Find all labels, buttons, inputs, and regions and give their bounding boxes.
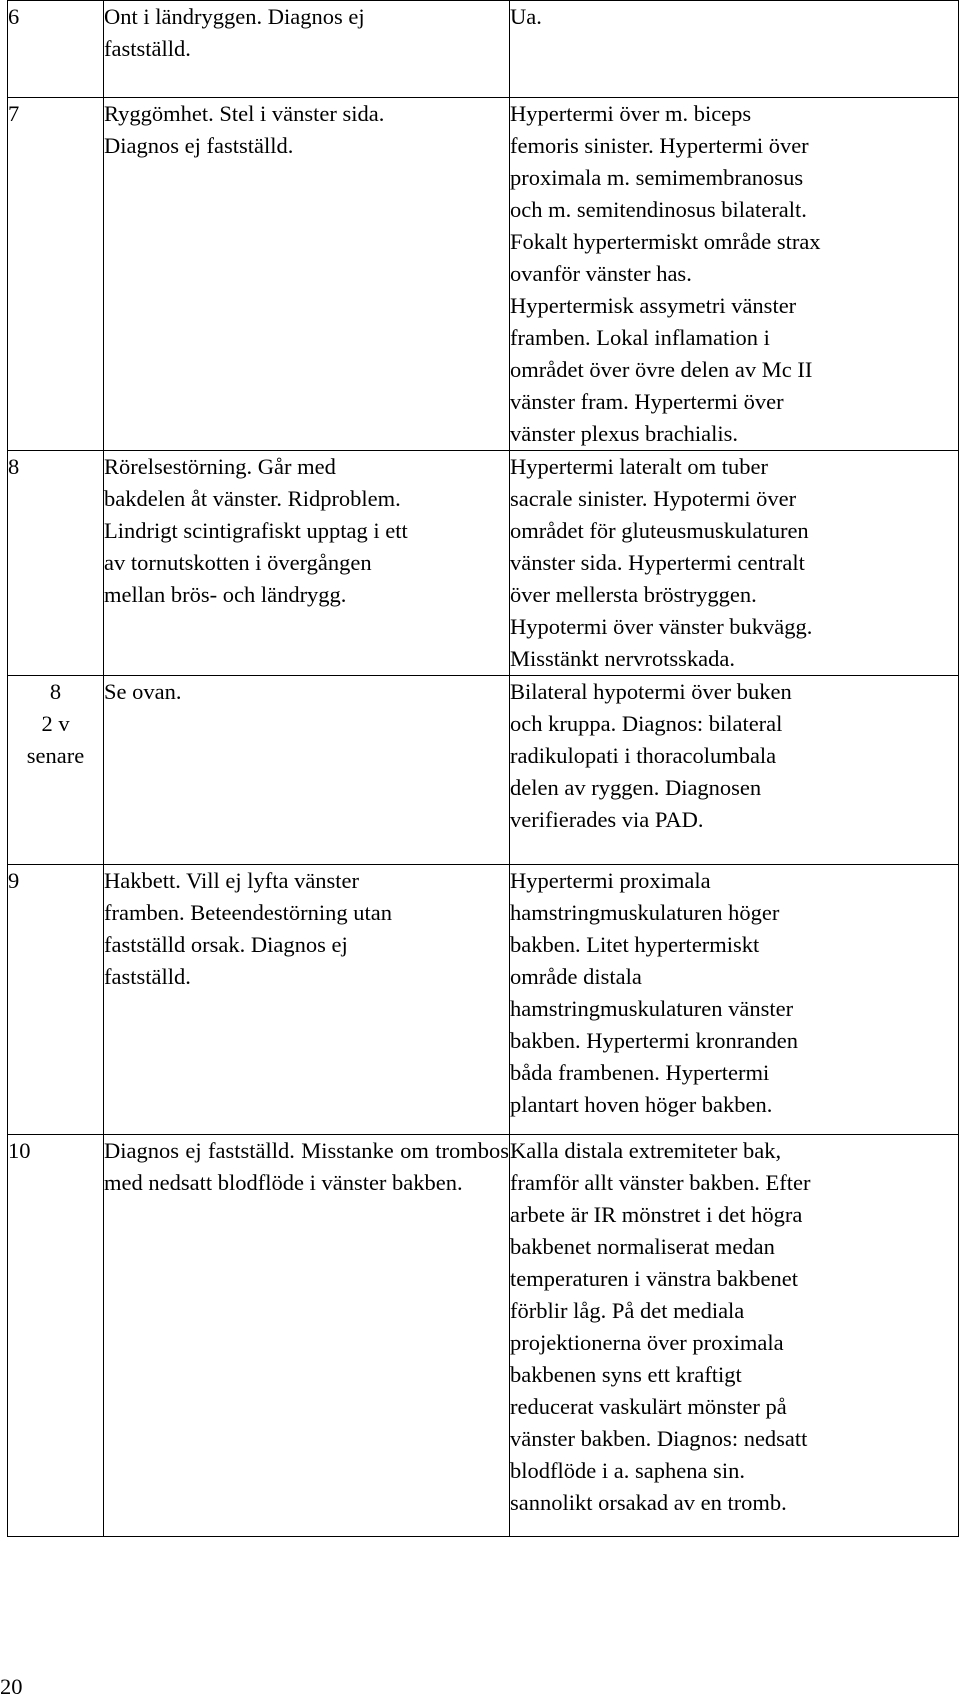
observation-line: Kalla distala extremiteter bak, <box>510 1138 782 1163</box>
table-row <box>8 98 959 451</box>
observation-line: hamstringmuskulaturen vänster <box>510 996 794 1021</box>
observation-line: framför allt vänster bakben. Efter <box>510 1170 811 1195</box>
table-row <box>8 865 959 1135</box>
table-row <box>8 451 959 676</box>
observation-line: Misstänkt nervrotsskada. <box>510 646 735 671</box>
diagnosis-cell <box>104 865 510 1135</box>
diagnosis-cell <box>104 1 510 98</box>
observation-line: området över övre delen av Mc II <box>510 357 813 382</box>
observation-cell <box>510 1 959 98</box>
observation-line: sacrale sinister. Hypotermi över <box>510 486 797 511</box>
observation-line: Hypotermi över vänster bukvägg. <box>510 614 813 639</box>
case-number-line: 8 <box>49 679 62 704</box>
observation-line: området för gluteusmuskulaturen <box>510 518 809 543</box>
diagnosis-line: fastställd. <box>104 36 191 61</box>
observation-line: över mellersta bröstryggen. <box>510 582 757 607</box>
diagnosis-cell <box>104 98 510 451</box>
diagnosis-line: Se ovan. <box>104 679 182 704</box>
diagnosis-cell <box>104 676 510 865</box>
table-row <box>8 676 959 865</box>
observation-cell <box>510 98 959 451</box>
diagnosis-line: bakdelen åt vänster. Ridproblem. <box>104 486 401 511</box>
observation-line: blodflöde i a. saphena sin. <box>510 1458 745 1483</box>
observation-line: Hypertermi proximala <box>510 868 711 893</box>
case-number-line: 2 v <box>41 711 70 736</box>
observation-line: plantart hoven höger bakben. <box>510 1092 773 1117</box>
observation-line: verifierades via PAD. <box>510 807 704 832</box>
observation-line: arbete är IR mönstret i det högra <box>510 1202 803 1227</box>
observation-line: temperaturen i vänstra bakbenet <box>510 1266 798 1291</box>
observation-line: vänster sida. Hypertermi centralt <box>510 550 805 575</box>
observation-line: Hypertermisk assymetri vänster <box>510 293 797 318</box>
observation-cell <box>510 1135 959 1537</box>
observation-line: proximala m. semimembranosus <box>510 165 804 190</box>
observation-line: och m. semitendinosus bilateralt. <box>510 197 807 222</box>
observation-line: ovanför vänster has. <box>510 261 692 286</box>
observation-line: Bilateral hypotermi över buken <box>510 679 792 704</box>
case-number: 10 <box>8 1135 104 1537</box>
diagnosis-line: Ryggömhet. Stel i vänster sida. <box>104 101 385 126</box>
observation-line: Ua. <box>510 4 542 29</box>
observation-line: vänster plexus brachialis. <box>510 421 739 446</box>
observation-line: bakben. Hypertermi kronranden <box>510 1028 799 1053</box>
observation-line: delen av ryggen. Diagnosen <box>510 775 762 800</box>
observation-line: reducerat vaskulärt mönster på <box>510 1394 787 1419</box>
case-number: 8 <box>8 451 104 676</box>
diagnosis-line: fastställd orsak. Diagnos ej <box>104 932 348 957</box>
observation-line: sannolikt orsakad av en tromb. <box>510 1490 787 1515</box>
observation-line: bakbenet normaliserat medan <box>510 1234 775 1259</box>
observation-line: radikulopati i thoracolumbala <box>510 743 777 768</box>
observation-cell <box>510 676 959 865</box>
case-number: 9 <box>8 865 104 1135</box>
diagnosis-line: Rörelsestörning. Går med <box>104 454 336 479</box>
observation-line: och kruppa. Diagnos: bilateral <box>510 711 783 736</box>
diagnosis-line: Diagnos ej fastställd. <box>104 133 294 158</box>
table-row <box>8 1 959 98</box>
observation-line: vänster fram. Hypertermi över <box>510 389 784 414</box>
diagnosis-line: Ont i ländryggen. Diagnos ej <box>104 4 365 29</box>
observation-line: Hypertermi över m. biceps <box>510 101 752 126</box>
diagnosis-line: av tornutskotten i övergången <box>104 550 372 575</box>
table-row <box>8 1135 959 1537</box>
observation-line: Fokalt hypertermiskt område strax <box>510 229 821 254</box>
case-number-line: senare <box>26 743 85 768</box>
case-number: 7 <box>8 98 104 451</box>
diagnosis-line: framben. Beteendestörning utan <box>104 900 393 925</box>
observation-line: Hypertermi lateralt om tuber <box>510 454 769 479</box>
diagnosis-cell <box>104 451 510 676</box>
diagnosis-line: mellan brös- och ländrygg. <box>104 582 347 607</box>
observation-line: förblir låg. På det mediala <box>510 1298 745 1323</box>
observation-line: båda frambenen. Hypertermi <box>510 1060 770 1085</box>
observation-line: femoris sinister. Hypertermi över <box>510 133 809 158</box>
observation-line: bakben. Litet hypertermiskt <box>510 932 760 957</box>
observation-line: projektionerna över proximala <box>510 1330 784 1355</box>
diagnosis-cell: Diagnos ej fastställd. Misstanke om trombos med nedsatt blodflöde i vänster bakben. <box>104 1135 510 1537</box>
observation-line: vänster bakben. Diagnos: nedsatt <box>510 1426 808 1451</box>
diagnosis-line: Lindrigt scintigrafiskt upptag i ett <box>104 518 408 543</box>
results-table <box>7 0 959 1537</box>
case-number <box>8 676 104 865</box>
observation-cell <box>510 451 959 676</box>
observation-cell <box>510 865 959 1135</box>
diagnosis-line: Hakbett. Vill ej lyfta vänster <box>104 868 360 893</box>
page-number: 20 <box>0 1674 23 1699</box>
observation-line: bakbenen syns ett kraftigt <box>510 1362 742 1387</box>
observation-line: område distala <box>510 964 642 989</box>
observation-line: framben. Lokal inflamation i <box>510 325 770 350</box>
case-number: 6 <box>8 1 104 98</box>
observation-line: hamstringmuskulaturen höger <box>510 900 780 925</box>
diagnosis-line: fastställd. <box>104 964 191 989</box>
